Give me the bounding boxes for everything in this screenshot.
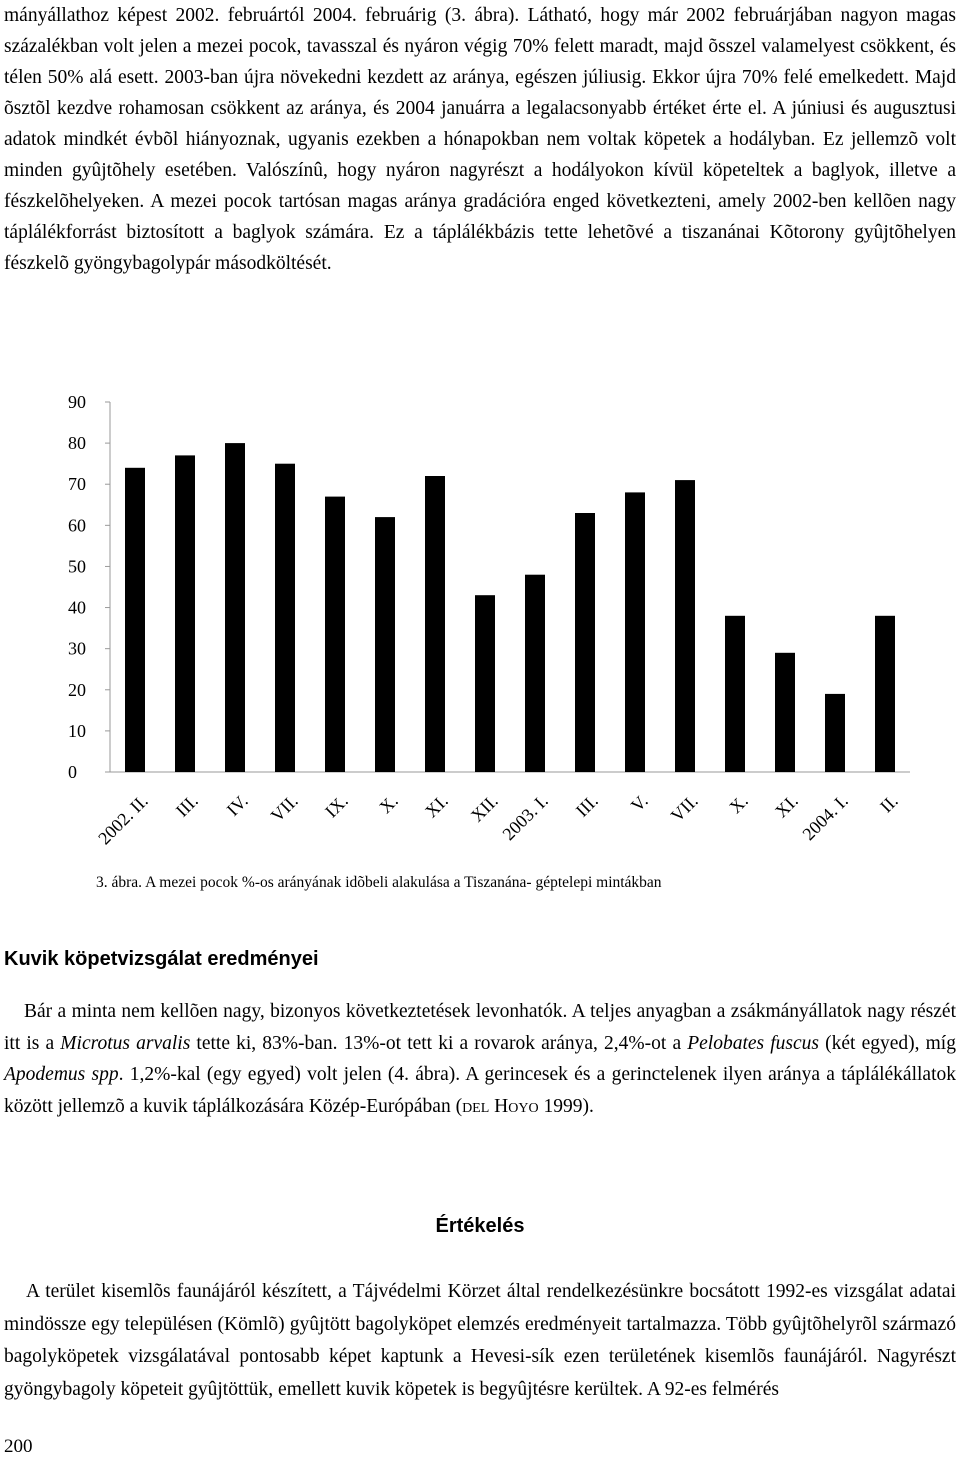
intro-paragraph: mányállathoz képest 2002. februártól 2004. februárig (3. ábra). Látható, hogy már 2002 februárjában nagyon magas százalékban volt jelen a mezei pocok, tavasszal és nyáron végig 70% felett maradt, majd õsszel valamelyest csökkent, és télen 50% alá esett. 2003-ban újra növekedni kezdett az aránya, egészen júliusig. Ekkor újra 70% felé emelkedett. Majd õsztõl kezdve rohamosan csökkent az aránya, és 2004 januárra a legalacsonyabb értéket érte el. A júniusi és augusztusi adatok mindkét évbõl hiányoznak, ugyanis ezekben a hónapokban nem voltak köpetek a hodályban. Ez jellemzõ volt minden gyûjtõhely esetében. Valószínû, hogy nyáron nagyrészt a hodályokon kívül köpeteltek a baglyok, illetve a fészkelõhelyeken. A mezei pocok tartósan magas aránya gradációra enged következteni, amely 2002-ben kellõen nagy táplálékforrást biztosított a baglyok számára. Ez a táplálékbázis tette lehetõvé a tiszanánai Kõtorony gyûjtõhelyen fészkelõ gyöngybagolypár másodköltését. (4, 5, 956, 274)
bar (575, 513, 595, 772)
y-tick-label: 60 (68, 515, 86, 536)
bar (525, 575, 545, 772)
results-text-3: (két egyed), míg (819, 1032, 956, 1054)
citation-smallcaps-1: DEL (462, 1100, 490, 1116)
y-tick-label: 90 (68, 392, 86, 412)
citation-smallcaps-2: OYO (508, 1100, 539, 1116)
results-text-1: Bár a minta nem kellõen nagy, bizonyos következtetések levonhatók. A teljes anyagban a zsákmányállatok nagy részét itt is a (4, 1001, 956, 1054)
y-tick-label: 10 (68, 720, 86, 741)
bar (775, 653, 795, 772)
y-tick-label: 20 (68, 679, 86, 700)
bar (625, 492, 645, 772)
y-tick-label: 50 (68, 556, 86, 577)
bar-chart-svg (40, 390, 920, 870)
bar (825, 694, 845, 772)
bar (425, 476, 445, 772)
species-apodemus: Apodemus spp (4, 1064, 119, 1085)
bar (125, 468, 145, 772)
bar (675, 480, 695, 772)
results-text-5: H (489, 1095, 509, 1117)
bar (875, 616, 895, 772)
species-pelobates: Pelobates fuscus (687, 1032, 820, 1054)
y-tick-label: 0 (68, 762, 77, 782)
results-text-4: . 1,2%-kal (egy egyed) volt jelen (4. ábra). A gerincesek és a gerinctelenek ilyen aránya a táplálékállatok között jellemzõ a kuvik táplálkozására Közép-Európában ( (4, 1064, 956, 1117)
x-tick-label: 2004. I. (798, 790, 852, 845)
y-tick-label: 70 (68, 474, 86, 495)
x-tick-label: X. (375, 790, 402, 818)
x-tick-label: XI. (771, 790, 802, 822)
bar (175, 455, 195, 772)
bar (275, 464, 295, 772)
evaluation-heading: Értékelés (435, 1215, 525, 1237)
x-tick-label: XII. (466, 790, 502, 826)
bar-chart (40, 390, 920, 870)
section-heading: Kuvik köpetvizsgálat eredményei (4, 948, 319, 970)
x-tick-label: 2002. II. (94, 790, 152, 849)
figure-caption: 3. ábra. A mezei pocok %-os arányának idõbeli alakulása a Tiszanána- géptelepi mintákban (96, 874, 662, 891)
x-tick-label: IV. (222, 790, 252, 820)
y-tick-label: 40 (68, 597, 86, 618)
x-tick-label: 2003. I. (498, 790, 552, 845)
results-text-6: 1999). (538, 1095, 594, 1117)
page-number: 200 (4, 1436, 33, 1457)
x-tick-label: V. (626, 790, 652, 816)
x-tick-label: X. (725, 790, 752, 818)
results-text-2: tette ki, 83%-ban. 13%-ot tett ki a rovarok aránya, 2,4%-ot a (190, 1032, 688, 1054)
y-tick-label: 30 (68, 638, 86, 659)
x-tick-label: III. (571, 790, 602, 821)
bar (375, 517, 395, 772)
bar (725, 616, 745, 772)
evaluation-paragraph: A terület kisemlõs faunájáról készített, a Tájvédelmi Körzet által rendelkezésünkre bocsátott 1992-es vizsgálat adatai mindössze egy településen (Kömlõ) gyûjtött bagolyköpet elemzés eredményeit tartalmazza. Több gyûjtõhelyrõl származó bagolyköpetek vizsgálatával pontosabb képet kaptunk a Hevesi-sík ezen területének kisemlõs faunájáról. Nagyrészt gyöngybagoly köpeteit gyûjtöttük, emellett kuvik köpetek is begyûjtésre kerültek. A 92-es felmérés (4, 1281, 956, 1400)
results-paragraph (4, 996, 956, 1124)
bar (225, 443, 245, 772)
species-microtus: Microtus arvalis (60, 1032, 191, 1054)
x-tick-label: VII. (666, 790, 702, 826)
x-tick-label: XI. (421, 790, 452, 822)
bar (475, 595, 495, 772)
x-tick-label: III. (171, 790, 202, 821)
bar (325, 497, 345, 772)
x-tick-label: VII. (266, 790, 302, 826)
y-tick-label: 80 (68, 433, 86, 454)
x-tick-label: IX. (321, 790, 352, 822)
x-tick-label: II. (876, 790, 902, 817)
